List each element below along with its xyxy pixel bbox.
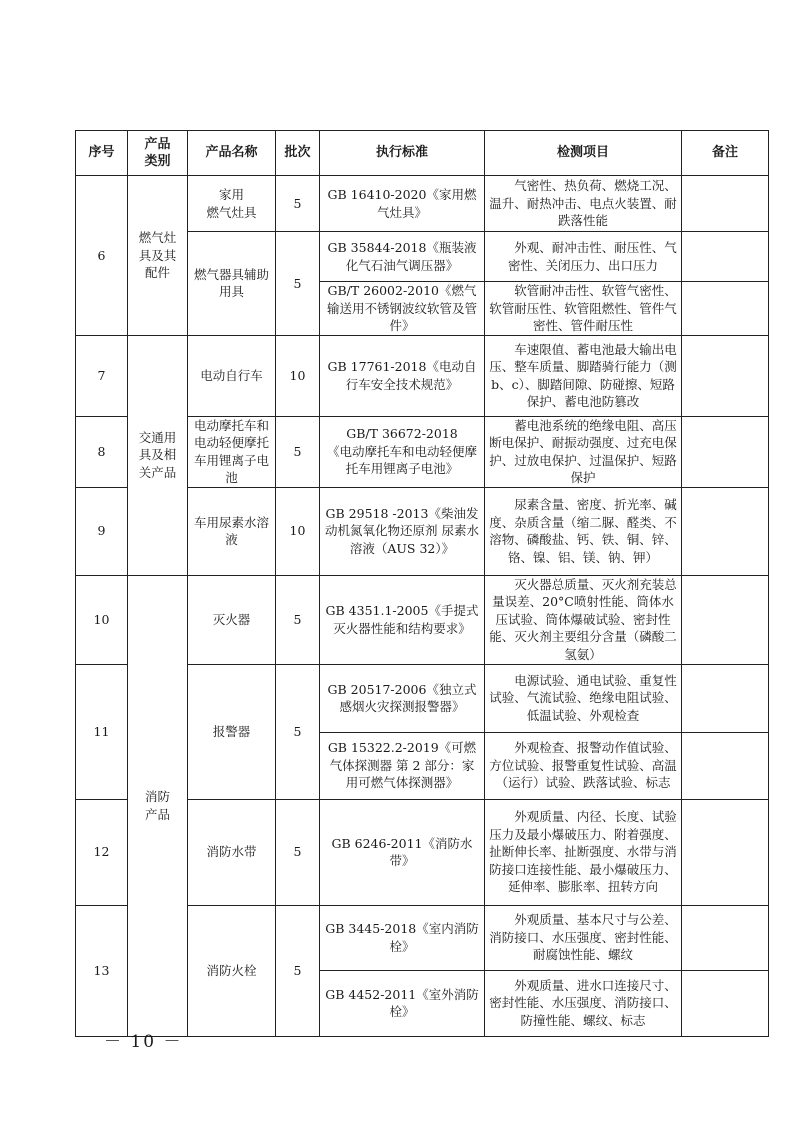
- standard-cell: GB 35844-2018《瓶装液化气石油气调压器》: [320, 232, 485, 282]
- standard-cell: GB/T 26002-2010《燃气输送用不锈钢波纹软管及管件》: [320, 282, 485, 336]
- name-cell: 报警器: [188, 664, 276, 799]
- standard-cell: GB 16410-2020《家用燃气灶具》: [320, 176, 485, 232]
- seq-cell: 12: [76, 799, 128, 905]
- name-cell: 车用尿素水溶液: [188, 487, 276, 575]
- items-cell: 蓄电池系统的绝缘电阻、高压断电保护、耐振动强度、过充电保护、过放电保护、过温保护、短路保护: [485, 416, 682, 487]
- seq-cell: 6: [76, 176, 128, 336]
- header-notes: 备注: [682, 131, 769, 176]
- notes-cell: [682, 664, 769, 732]
- category-cell-fire: 消防 产品: [128, 575, 188, 1036]
- notes-cell: [682, 282, 769, 336]
- items-cell: 外观检查、报警动作值试验、方位试验、报警重复性试验、高温（运行）试验、跌落试验、标志: [485, 732, 682, 799]
- batch-cell: 5: [276, 664, 320, 799]
- seq-cell: 13: [76, 905, 128, 1036]
- header-row: [76, 131, 769, 176]
- items-cell: 软管耐冲击性、软管气密性、软管耐压性、软管阻燃性、管件气密性、管件耐压性: [485, 282, 682, 336]
- notes-cell: [682, 487, 769, 575]
- header-batch: 批次: [276, 131, 320, 176]
- batch-cell: 5: [276, 176, 320, 232]
- header-seq: 序号: [76, 131, 128, 176]
- header-items: 检测项目: [485, 131, 682, 176]
- batch-cell: 5: [276, 905, 320, 1036]
- table-row: [76, 335, 769, 416]
- batch-cell: 10: [276, 335, 320, 416]
- name-cell: 家用 燃气灶具: [188, 176, 276, 232]
- standard-cell: GB 6246-2011《消防水带》: [320, 799, 485, 905]
- name-cell: 电动自行车: [188, 335, 276, 416]
- items-cell: 车速限值、蓄电池最大输出电压、整车质量、脚踏骑行能力（测 b、c）、脚踏间隙、防碰擦、短路保护、蓄电池防篡改: [485, 335, 682, 416]
- batch-cell: 10: [276, 487, 320, 575]
- standard-cell: GB 17761-2018《电动自行车安全技术规范》: [320, 335, 485, 416]
- seq-cell: 7: [76, 335, 128, 416]
- standard-cell: GB 4452-2011《室外消防栓》: [320, 970, 485, 1036]
- items-cell: 电源试验、通电试验、重复性试验、气流试验、绝缘电阻试验、低温试验、外观检查: [485, 664, 682, 732]
- items-cell: 尿素含量、密度、折光率、碱度、杂质含量（缩二脲、醛类、不溶物、磷酸盐、钙、铁、铜、锌、铬、镍、铝、镁、钠、钾）: [485, 487, 682, 575]
- seq-cell: 8: [76, 416, 128, 487]
- category-cell-traffic: 交通用 具及相 关产品: [128, 335, 188, 575]
- name-cell: 消防火栓: [188, 905, 276, 1036]
- batch-cell: 5: [276, 799, 320, 905]
- standard-cell: GB 20517-2006《独立式感烟火灾探测报警器》: [320, 664, 485, 732]
- notes-cell: [682, 905, 769, 970]
- notes-cell: [682, 335, 769, 416]
- name-cell: 电动摩托车和电动轻便摩托车用锂离子电池: [188, 416, 276, 487]
- name-cell: 燃气器具辅助用具: [188, 232, 276, 336]
- notes-cell: [682, 176, 769, 232]
- notes-cell: [682, 970, 769, 1036]
- name-cell: 消防水带: [188, 799, 276, 905]
- batch-cell: 5: [276, 416, 320, 487]
- items-cell: 外观质量、内径、长度、试验压力及最小爆破压力、附着强度、扯断伸长率、扯断强度、水带与消防接口连接性能、最小爆破压力、延伸率、膨胀率、扭转方向: [485, 799, 682, 905]
- standard-cell: GB 15322.2-2019《可燃气体探测器 第 2 部分：家用可燃气体探测器》: [320, 732, 485, 799]
- batch-cell: 5: [276, 575, 320, 664]
- notes-cell: [682, 732, 769, 799]
- table-row: [76, 176, 769, 232]
- header-standard: 执行标准: [320, 131, 485, 176]
- standard-cell: GB 3445-2018《室内消防栓》: [320, 905, 485, 970]
- standard-cell: GB/T 36672-2018 《电动摩托车和电动轻便摩托车用锂离子电池》: [320, 416, 485, 487]
- name-cell: 灭火器: [188, 575, 276, 664]
- items-cell: 外观、耐冲击性、耐压性、气密性、关闭压力、出口压力: [485, 232, 682, 282]
- page-number: － 10 －: [104, 1032, 183, 1052]
- items-cell: 外观质量、基本尺寸与公差、消防接口、水压强度、密封性能、耐腐蚀性能、螺纹: [485, 905, 682, 970]
- header-category: 产品 类别: [128, 131, 188, 176]
- seq-cell: 9: [76, 487, 128, 575]
- standard-cell: GB 29518 -2013《柴油发动机氮氧化物还原剂 尿素水溶液（AUS 32）》: [320, 487, 485, 575]
- notes-cell: [682, 416, 769, 487]
- batch-cell: 5: [276, 232, 320, 336]
- items-cell: 气密性、热负荷、燃烧工况、温升、耐热冲击、电点火装置、耐跌落性能: [485, 176, 682, 232]
- items-cell: 外观质量、进水口连接尺寸、密封性能、水压强度、消防接口、防撞性能、螺纹、标志: [485, 970, 682, 1036]
- seq-cell: 11: [76, 664, 128, 799]
- notes-cell: [682, 232, 769, 282]
- standard-cell: GB 4351.1-2005《手提式灭火器性能和结构要求》: [320, 575, 485, 664]
- category-cell-gas: 燃气灶 具及其 配件: [128, 176, 188, 336]
- seq-cell: 10: [76, 575, 128, 664]
- notes-cell: [682, 799, 769, 905]
- table-row: [76, 575, 769, 664]
- header-name: 产品名称: [188, 131, 276, 176]
- notes-cell: [682, 575, 769, 664]
- product-table: [75, 130, 769, 1037]
- items-cell: 灭火器总质量、灭火剂充装总量误差、20°C喷射性能、筒体水压试验、筒体爆破试验、密封性能、灭火剂主要组分含量（磷酸二氢氨）: [485, 575, 682, 664]
